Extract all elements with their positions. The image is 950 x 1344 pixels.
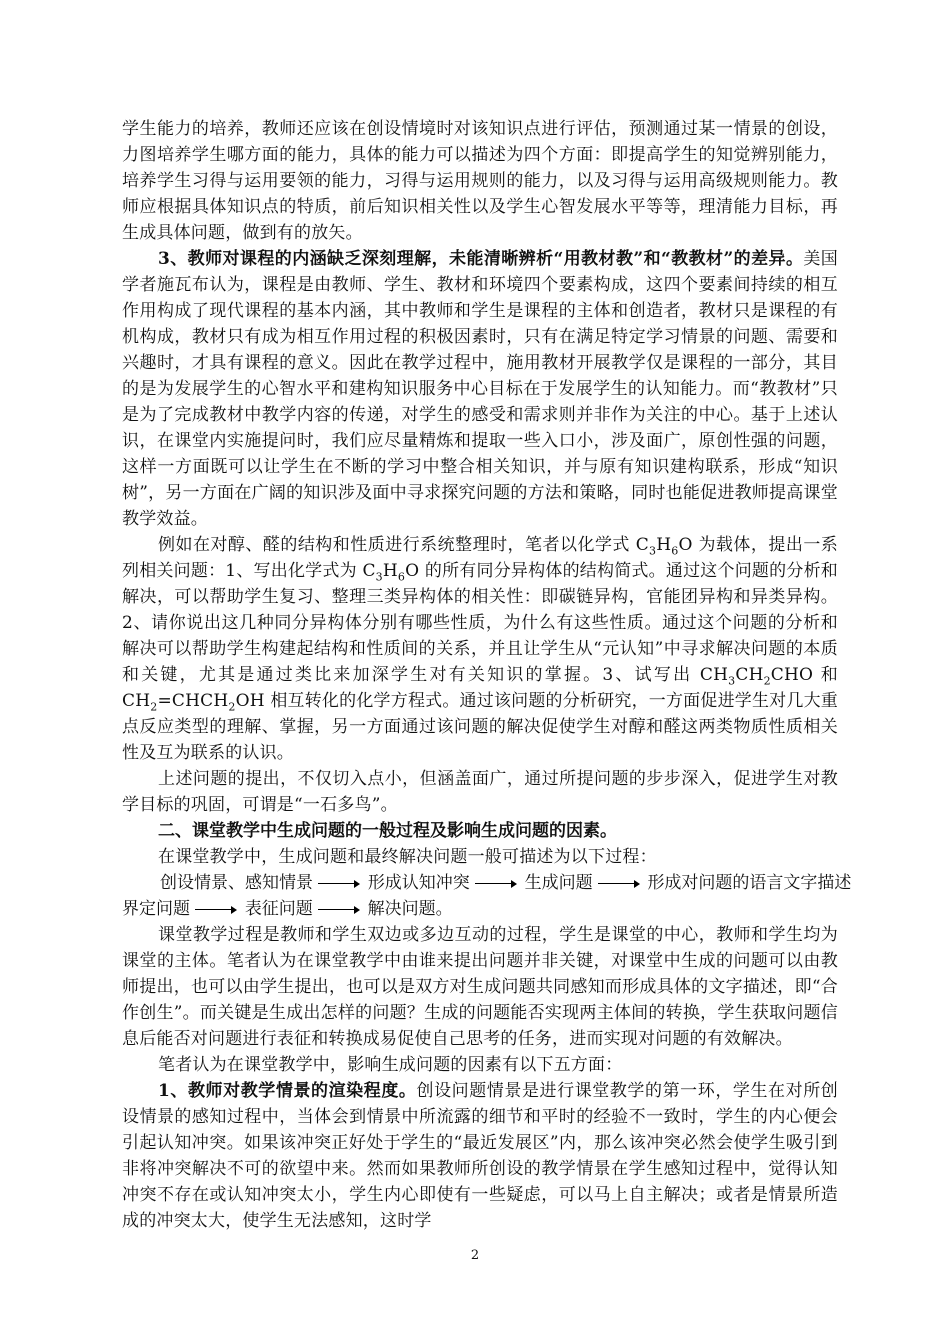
process-flow-line-1: [122, 870, 852, 896]
flow-arrow-icon: [318, 877, 362, 891]
paragraph-factor-1: [122, 1078, 838, 1234]
paragraph-factor-1-body: 创设问题情景是进行课堂教学的第一环，学生在对所创设情景的感知过程中，当体会到情景中所流露的细节和平时的经验不一致时，学生的内心便会引起认知冲突。如果该冲突正好处于学生的“最近发展区”内，那么该冲突必然会使学生吸引到非将冲突解决不可的欲望中来。然而如果教师所创设的教学情景在学生感知过程中，觉得认知冲突不存在或认知冲突太小，学生内心即使有一些疑虑，可以马上自主解决；或者是情景所造成的冲突太大，使学生无法感知，这时学: [122, 1081, 838, 1231]
subscript: 3: [375, 570, 383, 584]
flow-step-3: 生成问题: [524, 873, 593, 893]
subscript: 2: [763, 674, 771, 688]
subscript: 3: [728, 674, 736, 688]
text-run: CH: [735, 665, 764, 685]
paragraph-ability-assessment: 学生能力的培养，教师还应该在创设情境时对该知识点进行评估，预测通过某一情景的创设，力图培养学生哪方面的能力，具体的能力可以描述为四个方面：即提高学生的知觉辨别能力，培养学生习得与运用要领的能力，习得与运用规则的能力，以及习得与运用高级规则能力。教师应根据具体知识点的特质，前后知识相关性以及学生心智发展水平等等，理清能力目标，再生成具体问题，做到有的放矢。: [122, 119, 838, 243]
paragraph-factors-intro: 笔者认为在课堂教学中，影响生成问题的因素有以下五方面：: [158, 1055, 623, 1075]
paragraph-summary: 上述问题的提出，不仅切入点小，但涵盖面广，通过所提问题的步步深入，促进学生对教学目标的巩固，可谓是“一石多鸟”。: [122, 769, 838, 815]
subscript: 6: [671, 544, 679, 558]
flow-arrow-icon: [475, 877, 519, 891]
subscript: 2: [150, 700, 158, 714]
flow-step-1: 创设情景、感知情景: [160, 873, 313, 893]
text-run: H: [656, 535, 672, 555]
paragraph-process-intro: 在课堂教学中，生成问题和最终解决问题一般可描述为以下过程：: [158, 847, 657, 867]
flow-arrow-icon: [318, 903, 362, 917]
text-run: OH 相互转化的化学方程式。通过该问题的分析研究，一方面促进学生对几大重点反应类型的理解、掌握，另一方面通过该问题的解决促使学生对醇和醛这两类物质性质相关性及互为联系的认识。: [122, 691, 838, 763]
flow-step-2: 形成认知冲突: [367, 873, 470, 893]
flow-arrow-icon: [598, 877, 642, 891]
paragraph-factor-1-lead: 1、教师对教学情景的渲染程度。: [158, 1081, 417, 1101]
section-heading-2: 二、课堂教学中生成问题的一般过程及影响生成问题的因素。: [158, 821, 617, 841]
flow-step-5: 界定问题: [122, 899, 190, 919]
paragraph-classroom-process: 课堂教学过程是教师和学生双边或多边互动的过程，学生是课堂的中心，教师和学生均为课堂的主体。笔者认为在课堂教学中由谁来提出问题并非关键，对课堂中生成的问题可以由教师提出，也可以由学生提出，也可以是双方对生成问题共同感知而形成具体的文字描述，即“合作创生”。而关键是生成出怎样的问题？生成的问题能否实现两主体间的转换，学生获取问题信息后能否对问题进行表征和转换成易促使自己思考的任务，进而实现对问题的有效解决。: [122, 925, 838, 1049]
flow-arrow-icon: [195, 903, 239, 917]
subscript: 3: [649, 544, 657, 558]
text-run: O 的所有同分异构体的结构简式。通过这个问题的分析和解决，可以帮助学生复习、整理三类异构体的相关性：即碳链异构，官能团异构和异类异构。2、请你说出这几种同分异构体分别有哪些性质，为什么有这些性质。通过这个问题的分析和解决可以帮助学生构建起结构和性质间的关系，并且让学生从“元认知”中寻求解决问题的本质和关键，尤其是通过类比来加深学生对有关知识的掌握。3、试写出 CH: [122, 561, 838, 685]
paragraph-curriculum-body: 美国学者施瓦布认为，课程是由教师、学生、教材和环境四个要素构成，这四个要素间持续的相互作用构成了现代课程的基本内涵，其中教师和学生是课程的主体和创造者，教材只是课程的有机构成，教材只有成为相互作用过程的积极因素时，只有在满足特定学习情景的问题、需要和兴趣时，才具有课程的意义。因此在教学过程中，施用教材开展教学仅是课程的一部分，其目的是为发展学生的心智水平和建构知识服务中心目标在于发展学生的认知能力。而“教教材”只是为了完成教材中教学内容的传递，对学生的感受和需求则并非作为关注的中心。基于上述认识，在课堂内实施提问时，我们应尽量精炼和提取一些入口小，涉及面广，原创性强的问题，这样一方面既可以让学生在不断的学习中整合相关知识，并与原有知识建构联系，形成“知识树”，另一方面在广阔的知识涉及面中寻求探究问题的方法和策略，同时也能促进教师提高课堂教学效益。: [122, 249, 838, 529]
subscript: 6: [397, 570, 406, 584]
document-body: [122, 116, 852, 1234]
flow-step-6: 表征问题: [244, 899, 313, 919]
paragraph-curriculum: [122, 246, 838, 532]
text-run: =CHCH: [157, 691, 229, 711]
subscript: 2: [228, 700, 236, 714]
flow-step-7: 解决问题。: [367, 899, 453, 919]
text-run: 例如在对醇、醛的结构和性质进行系统整理时，笔者以化学式 C: [158, 535, 649, 555]
text-run: CHO 和 CH: [122, 665, 838, 711]
flow-step-4: 形成对问题的语言文字描述: [647, 873, 852, 893]
text-run: O 为载体，提出一系列相关问题：1、写出化学式为 C: [122, 535, 839, 581]
page-number: 2: [470, 1248, 480, 1263]
paragraph-example-c3h6o: [122, 532, 838, 766]
text-run: H: [382, 561, 398, 581]
paragraph-curriculum-lead: 3、教师对课程的内涵缺乏深刻理解，未能清晰辨析“用教材教”和“教教材”的差异。: [158, 249, 804, 269]
process-flow-line-2: [122, 896, 838, 922]
